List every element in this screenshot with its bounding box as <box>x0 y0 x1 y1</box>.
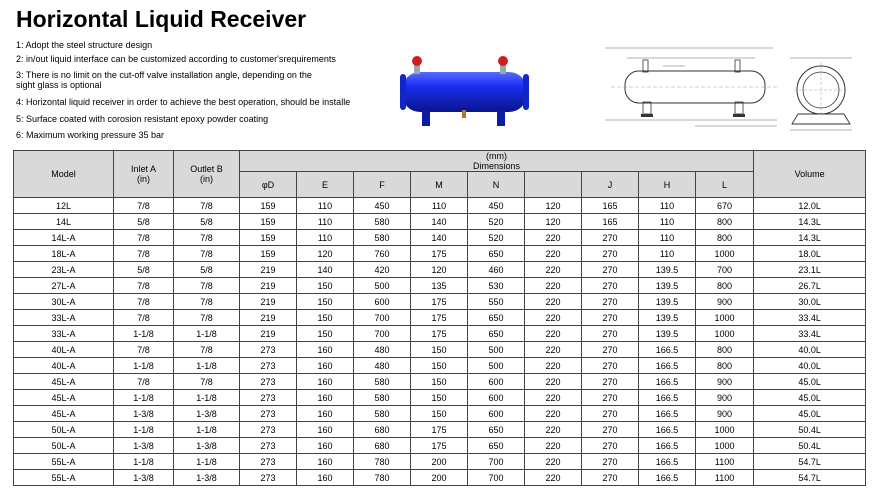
cell-outlet: 5/8 <box>174 214 240 230</box>
table-body <box>14 198 866 486</box>
cell-m: 150 <box>411 374 468 390</box>
table-row <box>14 278 866 294</box>
note-4: 4: Horizontal liquid receiver in order to achieve the best operation, should be installe <box>16 97 351 107</box>
cell-inlet: 1-3/8 <box>114 470 174 486</box>
note-5: 5: Surface coated with corosion resistant epoxy powder coating <box>16 114 269 124</box>
cell-outlet: 5/8 <box>174 262 240 278</box>
table-row <box>14 374 866 390</box>
tank-body <box>402 72 527 112</box>
cell-l: 900 <box>696 294 754 310</box>
cell-blank: 220 <box>525 294 582 310</box>
cell-m: 175 <box>411 246 468 262</box>
cell-l: 900 <box>696 390 754 406</box>
cell-l: 800 <box>696 358 754 374</box>
cell-outlet: 7/8 <box>174 342 240 358</box>
cell-inlet: 7/8 <box>114 374 174 390</box>
cell-h: 166.5 <box>639 374 696 390</box>
cell-n: 600 <box>468 406 525 422</box>
cell-h: 110 <box>639 198 696 214</box>
subheader-e: E <box>297 172 354 198</box>
cell-inlet: 1-3/8 <box>114 438 174 454</box>
cell-e: 160 <box>297 454 354 470</box>
cell-blank: 220 <box>525 358 582 374</box>
cell-l: 900 <box>696 374 754 390</box>
cell-d: 219 <box>240 326 297 342</box>
cell-j: 270 <box>582 390 639 406</box>
cell-inlet: 7/8 <box>114 278 174 294</box>
cell-d: 273 <box>240 342 297 358</box>
cell-blank: 220 <box>525 262 582 278</box>
cell-e: 160 <box>297 390 354 406</box>
cell-volume: 50.4L <box>754 438 866 454</box>
cell-h: 139.5 <box>639 294 696 310</box>
note-6: 6: Maximum working pressure 35 bar <box>16 130 165 140</box>
cell-inlet: 7/8 <box>114 246 174 262</box>
cell-d: 219 <box>240 278 297 294</box>
cell-h: 166.5 <box>639 406 696 422</box>
cell-model: 27L-A <box>14 278 114 294</box>
header-dim-label: Dimensions <box>473 161 521 171</box>
note-2: 2: in/out liquid interface can be customized according to customer'srequirements <box>16 54 336 64</box>
cell-d: 273 <box>240 422 297 438</box>
cell-volume: 30.0L <box>754 294 866 310</box>
cell-f: 580 <box>354 214 411 230</box>
header-model: Model <box>14 151 114 198</box>
cell-h: 139.5 <box>639 326 696 342</box>
cell-e: 160 <box>297 422 354 438</box>
feature-notes <box>16 40 373 140</box>
cell-model: 40L-A <box>14 358 114 374</box>
cell-model: 33L-A <box>14 310 114 326</box>
cell-outlet: 1-1/8 <box>174 358 240 374</box>
cell-n: 530 <box>468 278 525 294</box>
cell-m: 140 <box>411 230 468 246</box>
cell-inlet: 1-1/8 <box>114 454 174 470</box>
receiver-photo <box>392 52 537 130</box>
cell-f: 420 <box>354 262 411 278</box>
subheader-l: L <box>696 172 754 198</box>
cell-j: 270 <box>582 326 639 342</box>
page-title: Horizontal Liquid Receiver <box>16 6 307 32</box>
cell-j: 270 <box>582 454 639 470</box>
cell-volume: 50.4L <box>754 422 866 438</box>
cell-d: 219 <box>240 294 297 310</box>
cell-n: 500 <box>468 358 525 374</box>
cell-model: 45L-A <box>14 406 114 422</box>
cell-d: 273 <box>240 374 297 390</box>
cell-model: 14L-A <box>14 230 114 246</box>
cell-model: 12L <box>14 198 114 214</box>
table-row <box>14 390 866 406</box>
cell-l: 1000 <box>696 310 754 326</box>
cell-l: 700 <box>696 262 754 278</box>
table-row <box>14 262 866 278</box>
cell-n: 650 <box>468 422 525 438</box>
header-inlet-a <box>114 151 174 198</box>
cell-outlet: 7/8 <box>174 230 240 246</box>
cell-inlet: 5/8 <box>114 214 174 230</box>
cell-l: 1000 <box>696 422 754 438</box>
specification-table <box>13 150 866 486</box>
cell-model: 45L-A <box>14 390 114 406</box>
cell-volume: 45.0L <box>754 406 866 422</box>
subheader-m: M <box>411 172 468 198</box>
cell-e: 160 <box>297 438 354 454</box>
table-row <box>14 438 866 454</box>
subheader-h: H <box>639 172 696 198</box>
tank-cap-right <box>523 74 529 110</box>
table-row <box>14 358 866 374</box>
cell-blank: 220 <box>525 438 582 454</box>
cell-inlet: 7/8 <box>114 294 174 310</box>
cell-n: 450 <box>468 198 525 214</box>
cell-f: 580 <box>354 230 411 246</box>
cell-n: 520 <box>468 214 525 230</box>
cell-volume: 12.0L <box>754 198 866 214</box>
cell-e: 160 <box>297 470 354 486</box>
cell-e: 150 <box>297 326 354 342</box>
cell-n: 520 <box>468 230 525 246</box>
cell-outlet: 1-3/8 <box>174 470 240 486</box>
cell-blank: 220 <box>525 406 582 422</box>
cell-blank: 120 <box>525 198 582 214</box>
cell-h: 110 <box>639 230 696 246</box>
cell-j: 165 <box>582 198 639 214</box>
subheader-d: φD <box>240 172 297 198</box>
subheader-j: J <box>582 172 639 198</box>
cell-n: 600 <box>468 390 525 406</box>
header-dim-unit: (mm) <box>486 151 508 161</box>
cell-m: 150 <box>411 342 468 358</box>
cell-j: 270 <box>582 294 639 310</box>
cell-d: 219 <box>240 310 297 326</box>
cell-e: 150 <box>297 310 354 326</box>
cell-blank: 220 <box>525 342 582 358</box>
table-row <box>14 246 866 262</box>
note-3-cont: sight glass is optional <box>16 80 102 90</box>
table-row <box>14 470 866 486</box>
cell-d: 273 <box>240 390 297 406</box>
cell-inlet: 7/8 <box>114 198 174 214</box>
header-volume: Volume <box>754 151 866 198</box>
cell-blank: 220 <box>525 326 582 342</box>
cell-h: 166.5 <box>639 470 696 486</box>
cell-blank: 220 <box>525 278 582 294</box>
cell-h: 166.5 <box>639 438 696 454</box>
cell-n: 650 <box>468 326 525 342</box>
cell-volume: 54.7L <box>754 470 866 486</box>
cell-f: 700 <box>354 326 411 342</box>
cell-e: 110 <box>297 198 354 214</box>
cell-blank: 220 <box>525 454 582 470</box>
cell-l: 1000 <box>696 326 754 342</box>
cell-model: 40L-A <box>14 342 114 358</box>
cell-l: 1000 <box>696 246 754 262</box>
subheader-f: F <box>354 172 411 198</box>
cell-n: 700 <box>468 454 525 470</box>
cell-h: 166.5 <box>639 454 696 470</box>
cell-l: 800 <box>696 214 754 230</box>
cell-j: 270 <box>582 438 639 454</box>
cell-model: 50L-A <box>14 438 114 454</box>
cell-volume: 40.0L <box>754 358 866 374</box>
cell-m: 175 <box>411 294 468 310</box>
cell-f: 480 <box>354 358 411 374</box>
header-dimensions <box>240 151 754 172</box>
support-leg-left <box>422 110 430 126</box>
cell-f: 580 <box>354 374 411 390</box>
cell-volume: 40.0L <box>754 342 866 358</box>
cell-l: 1100 <box>696 454 754 470</box>
cell-m: 175 <box>411 326 468 342</box>
cell-j: 270 <box>582 278 639 294</box>
cell-model: 18L-A <box>14 246 114 262</box>
subheader-blank <box>525 172 582 198</box>
cell-blank: 220 <box>525 310 582 326</box>
cell-model: 33L-A <box>14 326 114 342</box>
cell-e: 160 <box>297 406 354 422</box>
cell-inlet: 7/8 <box>114 342 174 358</box>
table-row <box>14 198 866 214</box>
header-outlet-label: Outlet B <box>190 164 223 174</box>
cell-m: 150 <box>411 390 468 406</box>
cell-blank: 220 <box>525 246 582 262</box>
table-row <box>14 326 866 342</box>
cell-j: 270 <box>582 406 639 422</box>
cell-l: 1000 <box>696 438 754 454</box>
cell-model: 30L-A <box>14 294 114 310</box>
cell-outlet: 1-1/8 <box>174 326 240 342</box>
cell-l: 900 <box>696 406 754 422</box>
header-outlet-b <box>174 151 240 198</box>
cell-d: 159 <box>240 230 297 246</box>
cell-outlet: 7/8 <box>174 294 240 310</box>
cell-m: 175 <box>411 438 468 454</box>
cell-blank: 220 <box>525 390 582 406</box>
cell-inlet: 1-1/8 <box>114 358 174 374</box>
cell-h: 110 <box>639 246 696 262</box>
table-row <box>14 422 866 438</box>
cell-f: 700 <box>354 310 411 326</box>
cell-volume: 14.3L <box>754 230 866 246</box>
cell-inlet: 7/8 <box>114 310 174 326</box>
cell-blank: 220 <box>525 422 582 438</box>
cell-volume: 54.7L <box>754 454 866 470</box>
cell-inlet: 7/8 <box>114 230 174 246</box>
cell-e: 150 <box>297 278 354 294</box>
cell-volume: 23.1L <box>754 262 866 278</box>
cell-e: 120 <box>297 246 354 262</box>
cell-outlet: 1-3/8 <box>174 438 240 454</box>
cell-l: 800 <box>696 278 754 294</box>
cell-model: 45L-A <box>14 374 114 390</box>
cell-n: 500 <box>468 342 525 358</box>
cell-n: 550 <box>468 294 525 310</box>
cell-h: 139.5 <box>639 278 696 294</box>
cell-m: 140 <box>411 214 468 230</box>
cell-volume: 18.0L <box>754 246 866 262</box>
note-3: 3: There is no limit on the cut-off valve installation angle, depending on the <box>16 70 312 80</box>
table-row <box>14 406 866 422</box>
cell-f: 760 <box>354 246 411 262</box>
cell-blank: 220 <box>525 374 582 390</box>
cell-outlet: 1-3/8 <box>174 406 240 422</box>
cell-e: 150 <box>297 294 354 310</box>
cell-d: 159 <box>240 246 297 262</box>
cell-outlet: 1-1/8 <box>174 454 240 470</box>
cell-d: 273 <box>240 470 297 486</box>
cell-f: 580 <box>354 390 411 406</box>
cell-h: 139.5 <box>639 310 696 326</box>
cell-f: 680 <box>354 438 411 454</box>
cell-j: 270 <box>582 470 639 486</box>
cell-e: 140 <box>297 262 354 278</box>
cell-e: 160 <box>297 374 354 390</box>
cell-blank: 120 <box>525 214 582 230</box>
cell-h: 139.5 <box>639 262 696 278</box>
cell-j: 270 <box>582 262 639 278</box>
cell-e: 110 <box>297 230 354 246</box>
cell-inlet: 1-1/8 <box>114 390 174 406</box>
cell-m: 110 <box>411 198 468 214</box>
cell-volume: 14.3L <box>754 214 866 230</box>
cell-h: 166.5 <box>639 390 696 406</box>
cell-d: 273 <box>240 454 297 470</box>
cell-j: 270 <box>582 342 639 358</box>
cell-h: 166.5 <box>639 358 696 374</box>
cell-j: 270 <box>582 246 639 262</box>
header-inlet-label: Inlet A <box>130 164 157 174</box>
cell-n: 650 <box>468 438 525 454</box>
cell-d: 219 <box>240 262 297 278</box>
cell-f: 580 <box>354 406 411 422</box>
cell-j: 270 <box>582 358 639 374</box>
cell-inlet: 1-1/8 <box>114 422 174 438</box>
cell-j: 270 <box>582 422 639 438</box>
cell-outlet: 1-1/8 <box>174 390 240 406</box>
cell-volume: 45.0L <box>754 390 866 406</box>
cell-l: 800 <box>696 230 754 246</box>
cell-n: 460 <box>468 262 525 278</box>
header-inlet-unit: (in) <box>137 174 150 184</box>
header-outlet-unit: (in) <box>200 174 213 184</box>
tank-cap-left <box>400 74 406 110</box>
cell-h: 166.5 <box>639 342 696 358</box>
outlet-valve-cap <box>498 56 508 66</box>
cell-j: 270 <box>582 230 639 246</box>
cell-d: 159 <box>240 214 297 230</box>
cell-n: 650 <box>468 246 525 262</box>
cell-l: 670 <box>696 198 754 214</box>
cell-inlet: 1-3/8 <box>114 406 174 422</box>
cell-inlet: 5/8 <box>114 262 174 278</box>
cell-m: 175 <box>411 310 468 326</box>
cell-outlet: 1-1/8 <box>174 422 240 438</box>
cell-j: 270 <box>582 374 639 390</box>
cell-l: 800 <box>696 342 754 358</box>
cell-m: 175 <box>411 422 468 438</box>
cell-volume: 26.7L <box>754 278 866 294</box>
cell-d: 273 <box>240 406 297 422</box>
cell-inlet: 1-1/8 <box>114 326 174 342</box>
cell-model: 50L-A <box>14 422 114 438</box>
subheader-n: N <box>468 172 525 198</box>
cell-j: 165 <box>582 214 639 230</box>
cell-m: 200 <box>411 454 468 470</box>
cell-h: 110 <box>639 214 696 230</box>
cell-f: 500 <box>354 278 411 294</box>
cell-e: 160 <box>297 358 354 374</box>
cell-d: 159 <box>240 198 297 214</box>
cell-outlet: 7/8 <box>174 246 240 262</box>
table-row <box>14 294 866 310</box>
cell-m: 135 <box>411 278 468 294</box>
cell-m: 150 <box>411 406 468 422</box>
cell-volume: 33.4L <box>754 310 866 326</box>
cell-n: 700 <box>468 470 525 486</box>
table-row <box>14 454 866 470</box>
cell-n: 650 <box>468 310 525 326</box>
end-view-drawing <box>786 52 856 132</box>
table-header-row <box>14 151 866 172</box>
cell-f: 600 <box>354 294 411 310</box>
cell-h: 166.5 <box>639 422 696 438</box>
cell-model: 55L-A <box>14 470 114 486</box>
cell-model: 23L-A <box>14 262 114 278</box>
cell-outlet: 7/8 <box>174 310 240 326</box>
cell-m: 200 <box>411 470 468 486</box>
table-row <box>14 214 866 230</box>
cell-volume: 33.4L <box>754 326 866 342</box>
table-row <box>14 230 866 246</box>
cell-model: 14L <box>14 214 114 230</box>
cell-f: 450 <box>354 198 411 214</box>
cell-blank: 220 <box>525 470 582 486</box>
cell-f: 780 <box>354 470 411 486</box>
table-row <box>14 342 866 358</box>
cell-outlet: 7/8 <box>174 278 240 294</box>
cell-f: 480 <box>354 342 411 358</box>
cell-outlet: 7/8 <box>174 198 240 214</box>
cell-f: 680 <box>354 422 411 438</box>
drain-fitting <box>462 110 466 118</box>
inlet-valve-cap <box>412 56 422 66</box>
cell-blank: 220 <box>525 230 582 246</box>
cell-e: 160 <box>297 342 354 358</box>
note-1: 1: Adopt the steel structure design <box>16 40 153 50</box>
cell-volume: 45.0L <box>754 374 866 390</box>
cell-j: 270 <box>582 310 639 326</box>
cell-l: 1100 <box>696 470 754 486</box>
cell-d: 273 <box>240 358 297 374</box>
cell-m: 150 <box>411 358 468 374</box>
cell-f: 780 <box>354 454 411 470</box>
cell-n: 600 <box>468 374 525 390</box>
support-leg-right <box>497 110 505 126</box>
cell-d: 273 <box>240 438 297 454</box>
cell-m: 120 <box>411 262 468 278</box>
cell-model: 55L-A <box>14 454 114 470</box>
table-row <box>14 310 866 326</box>
cell-e: 110 <box>297 214 354 230</box>
cell-outlet: 7/8 <box>174 374 240 390</box>
